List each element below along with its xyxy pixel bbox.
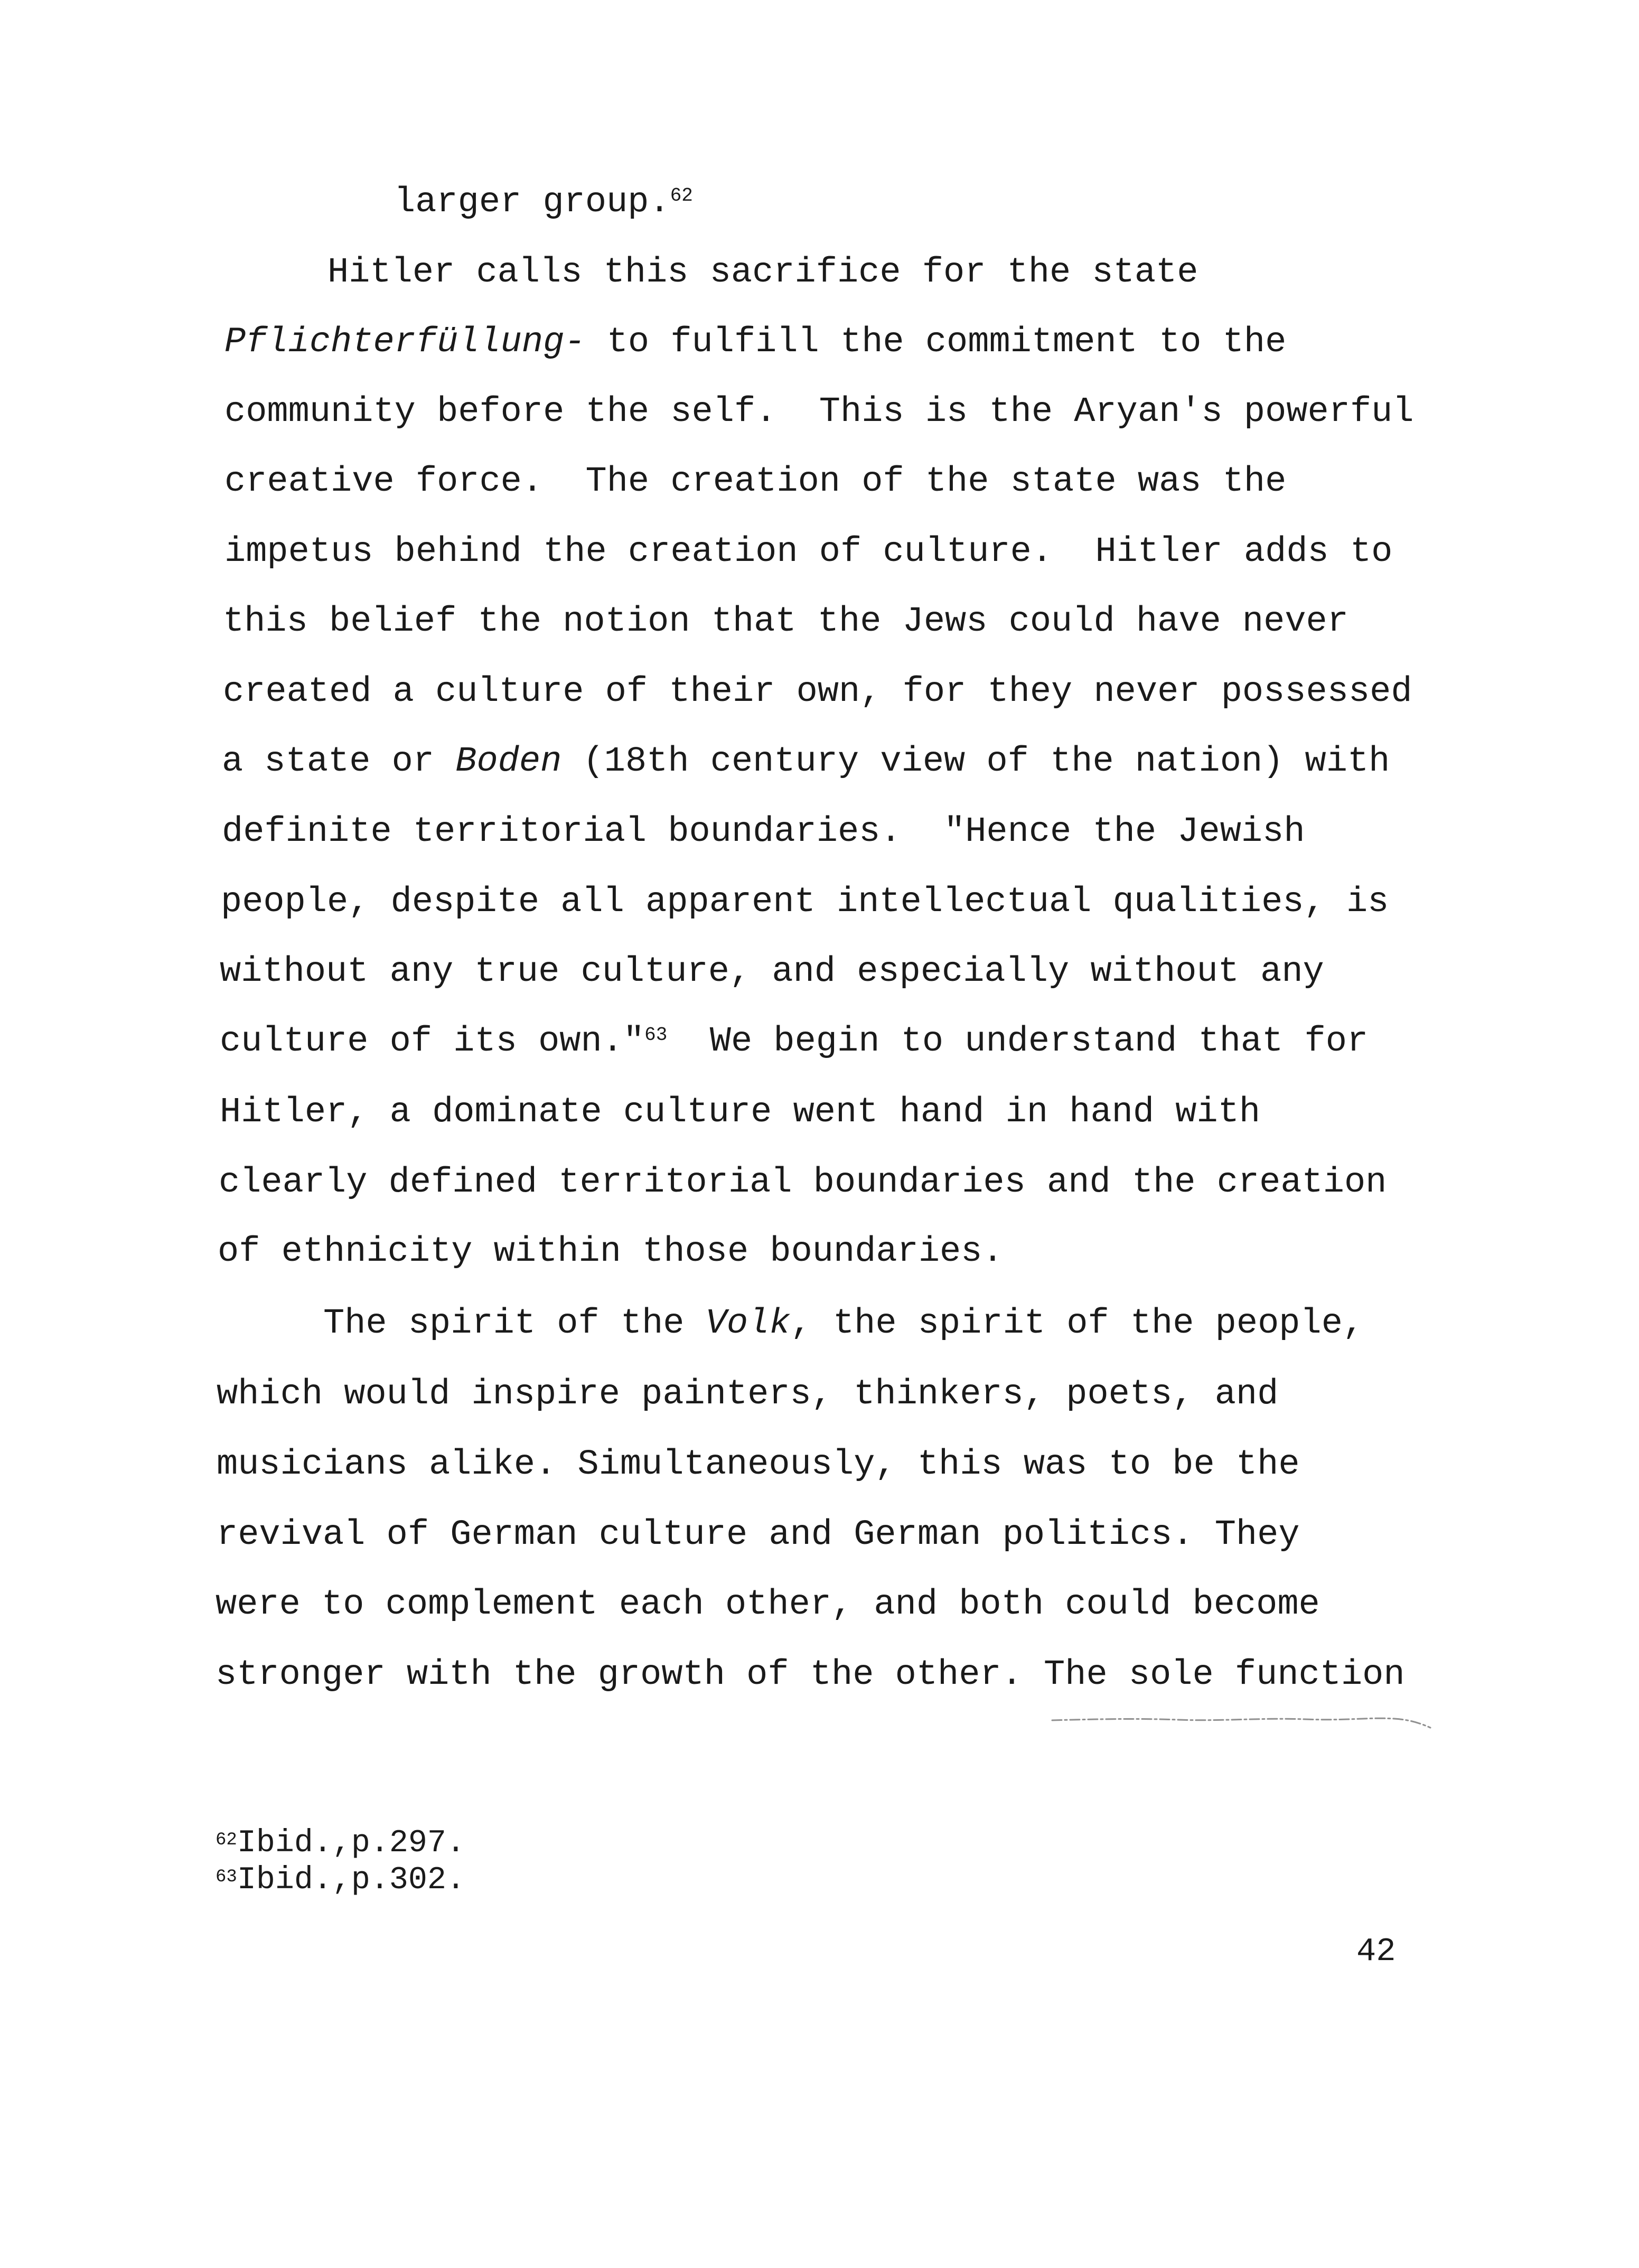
text-line bbox=[217, 1373, 1278, 1416]
line-text: impetus behind the creation of culture. Hitler adds to bbox=[224, 532, 1393, 572]
line-text: The spirit of the bbox=[323, 1304, 706, 1344]
line-text: created a culture of their own, for they never possessed bbox=[223, 672, 1412, 712]
text-line bbox=[224, 391, 1414, 433]
text-line bbox=[222, 741, 1390, 783]
footnote-number: 63 bbox=[216, 1867, 237, 1887]
line-text: revival of German culture and German politics. They bbox=[217, 1515, 1300, 1555]
footnote-text: Ibid.,p.302. bbox=[237, 1862, 465, 1898]
line-text: stronger with the growth of the other. The sole function bbox=[216, 1655, 1405, 1695]
line-text: culture of its own." bbox=[220, 1021, 645, 1062]
line-text: Hitler calls this sacrifice for the state bbox=[327, 252, 1198, 293]
line-text: of ethnicity within those boundaries. bbox=[218, 1232, 1004, 1272]
footnote-text: Ibid.,p.297. bbox=[237, 1825, 465, 1861]
page-number: 42 bbox=[1356, 1933, 1396, 1970]
text-line bbox=[217, 1514, 1300, 1556]
line-text: to fulfill the commitment to the bbox=[585, 322, 1287, 362]
text-line bbox=[224, 531, 1392, 573]
line-text: creative force. The creation of the state was the bbox=[224, 462, 1287, 502]
line-text: We begin to understand that for bbox=[667, 1021, 1369, 1062]
text-line bbox=[222, 811, 1305, 853]
text-line bbox=[224, 461, 1286, 503]
line-text: musicians alike. Simultaneously, this was to be the bbox=[217, 1445, 1300, 1485]
line-text: , the spirit of the people, bbox=[790, 1304, 1364, 1344]
italic-term: Volk bbox=[705, 1304, 791, 1344]
footnote-62 bbox=[216, 1826, 465, 1860]
text-line bbox=[323, 1302, 1364, 1345]
text-line bbox=[216, 1583, 1320, 1626]
italic-term: Pflichterfüllung- bbox=[224, 322, 586, 362]
text-line bbox=[327, 251, 1198, 294]
pencil-underline-mark bbox=[1051, 1713, 1431, 1732]
line-text: which would inspire painters, thinkers, poets, and bbox=[217, 1374, 1279, 1414]
line-text: larger group. bbox=[394, 182, 670, 222]
text-line bbox=[223, 671, 1412, 713]
footnote-number: 62 bbox=[216, 1830, 237, 1850]
line-text: definite territorial boundaries. "Hence the Jewish bbox=[222, 812, 1305, 852]
text-line bbox=[224, 321, 1286, 363]
line-text: Hitler, a dominate culture went hand in hand with bbox=[220, 1092, 1261, 1132]
text-line bbox=[223, 601, 1348, 643]
text-line bbox=[220, 1020, 1368, 1063]
text-line bbox=[218, 1231, 1004, 1273]
text-line bbox=[220, 951, 1324, 993]
text-line bbox=[221, 881, 1389, 923]
line-text: community before the self. This is the Aryan's powerful bbox=[224, 392, 1414, 432]
text-line bbox=[220, 1091, 1260, 1133]
text-line bbox=[394, 181, 693, 223]
line-text: people, despite all apparent intellectual qualities, is bbox=[221, 882, 1389, 922]
text-line bbox=[216, 1654, 1405, 1696]
text-line bbox=[219, 1161, 1387, 1204]
footnote-ref: 63 bbox=[644, 1024, 668, 1046]
line-text: without any true culture, and especially without any bbox=[220, 952, 1324, 992]
line-text: this belief the notion that the Jews could have never bbox=[223, 602, 1348, 642]
line-text: were to complement each other, and both could become bbox=[216, 1585, 1320, 1625]
line-text: a state or bbox=[222, 742, 456, 782]
footnote-ref: 62 bbox=[670, 185, 693, 207]
line-text: clearly defined territorial boundaries and the creation bbox=[219, 1163, 1387, 1203]
italic-term: Boden bbox=[455, 742, 562, 782]
text-line bbox=[217, 1444, 1300, 1486]
line-text: (18th century view of the nation) with bbox=[561, 742, 1390, 782]
footnote-63 bbox=[216, 1863, 465, 1897]
